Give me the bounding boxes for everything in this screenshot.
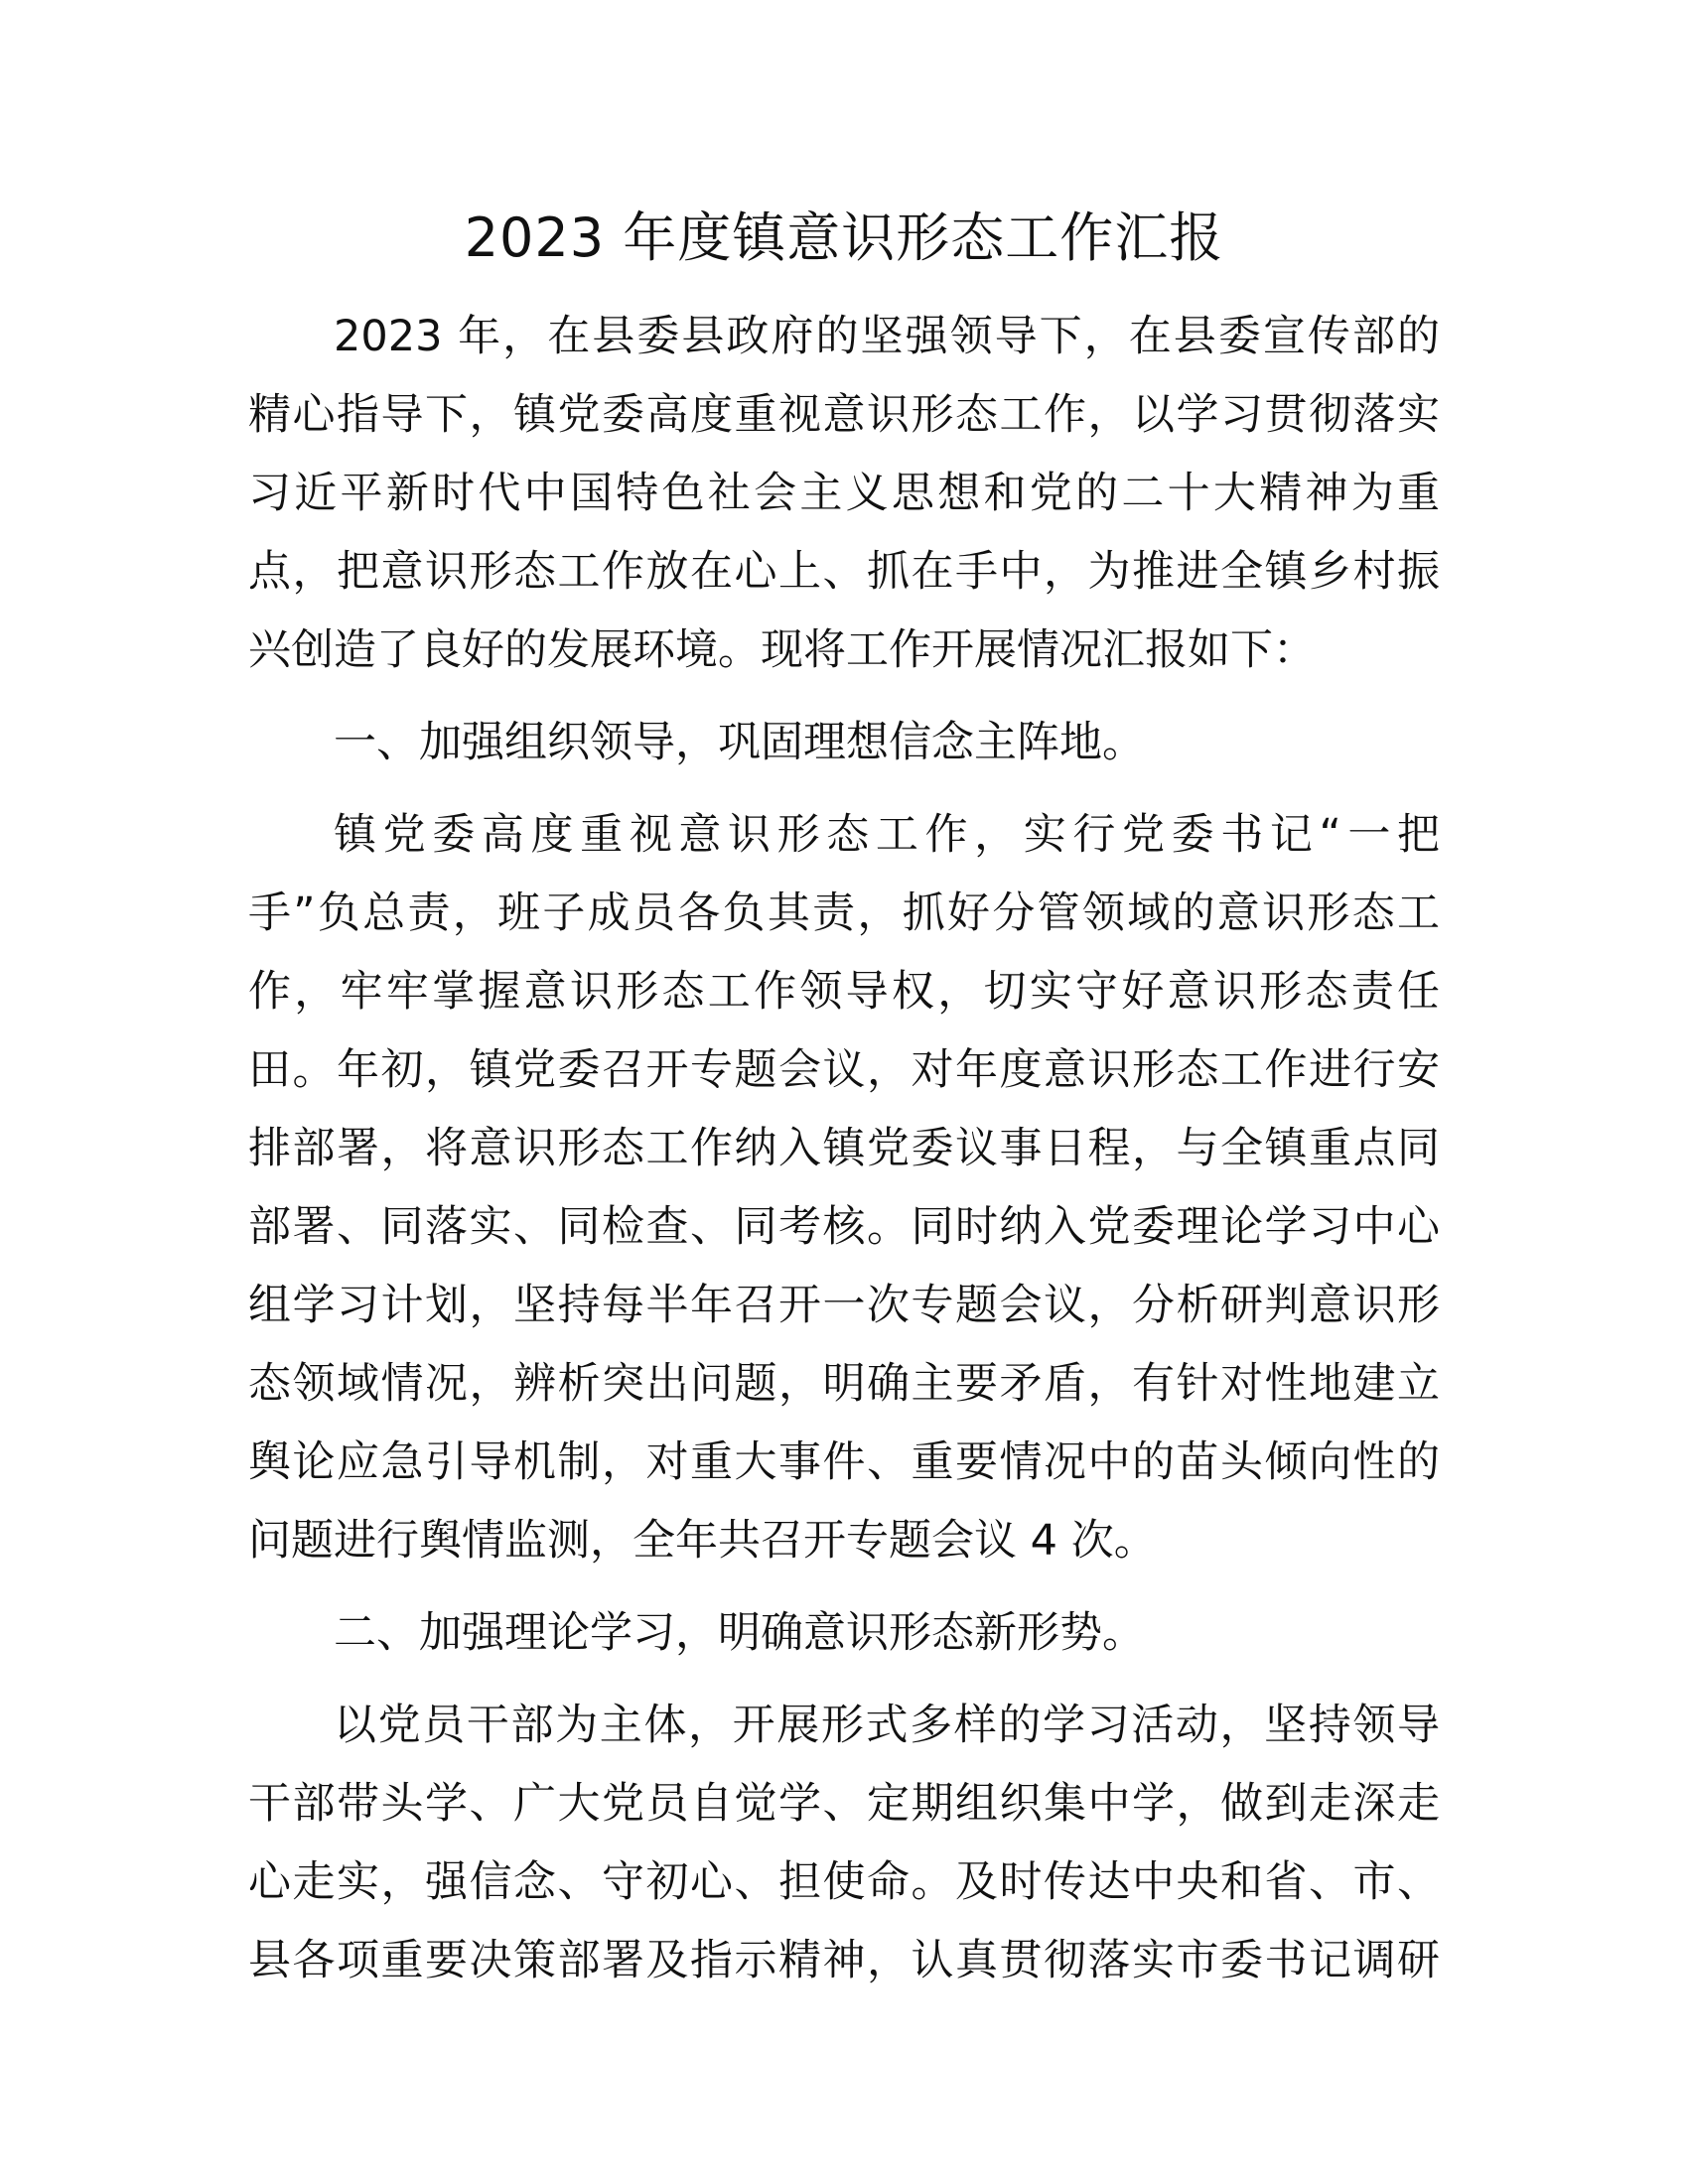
text-line: 兴创造了良好的发展环境。现将工作开展情况汇报如下： [248, 625, 1316, 675]
text-line: 作，牢牢掌握意识形态工作领导权，切实守好意识形态责任 [248, 967, 1440, 1017]
heading-line: 一、加强组织领导，巩固理想信念主阵地。 [334, 718, 1145, 767]
heading-line: 二、加强理论学习，明确意识形态新形势。 [334, 1608, 1145, 1658]
paragraph-section-2 [248, 1687, 1440, 2000]
document-body [248, 298, 1440, 2000]
paragraph-section-1 [248, 796, 1440, 1580]
text-line: 心走实，强信念、守初心、担使命。及时传达中央和省、市、 [248, 1857, 1440, 1907]
text-line: 态领域情况，辨析突出问题，明确主要矛盾，有针对性地建立 [248, 1359, 1440, 1409]
text-line: 镇党委高度重视意识形态工作，实行党委书记“一把 [334, 810, 1440, 860]
text-line: 干部带头学、广大党员自觉学、定期组织集中学，做到走深走 [248, 1779, 1440, 1829]
text-line: 2023 年，在县委县政府的坚强领导下，在县委宣传部的 [334, 312, 1440, 361]
paragraph-intro [248, 298, 1440, 690]
text-line: 问题进行舆情监测，全年共召开专题会议 4 次。 [248, 1516, 1157, 1566]
text-line: 点，把意识形态工作放在心上、抓在手中，为推进全镇乡村振 [248, 547, 1440, 597]
text-line: 排部署，将意识形态工作纳入镇党委议事日程，与全镇重点同 [248, 1124, 1440, 1173]
text-line: 习近平新时代中国特色社会主义思想和党的二十大精神为重 [248, 469, 1440, 518]
text-line: 精心指导下，镇党委高度重视意识形态工作，以学习贯彻落实 [248, 390, 1440, 440]
section-heading-1 [248, 704, 1440, 782]
text-line: 部署、同落实、同检查、同考核。同时纳入党委理论学习中心 [248, 1202, 1440, 1252]
section-heading-2 [248, 1594, 1440, 1673]
text-line: 以党员干部为主体，开展形式多样的学习活动，坚持领导 [334, 1701, 1440, 1750]
text-line: 手”负总责，班子成员各负其责，抓好分管领域的意识形态工 [248, 888, 1440, 938]
text-line: 田。年初，镇党委召开专题会议，对年度意识形态工作进行安 [248, 1045, 1440, 1095]
text-line: 组学习计划，坚持每半年召开一次专题会议，分析研判意识形 [248, 1281, 1440, 1330]
text-line: 舆论应急引导机制，对重大事件、重要情况中的苗头倾向性的 [248, 1437, 1440, 1487]
document-title: 2023 年度镇意识形态工作汇报 [464, 206, 1224, 269]
text-line: 县各项重要决策部署及指示精神，认真贯彻落实市委书记调研 [248, 1936, 1440, 1985]
